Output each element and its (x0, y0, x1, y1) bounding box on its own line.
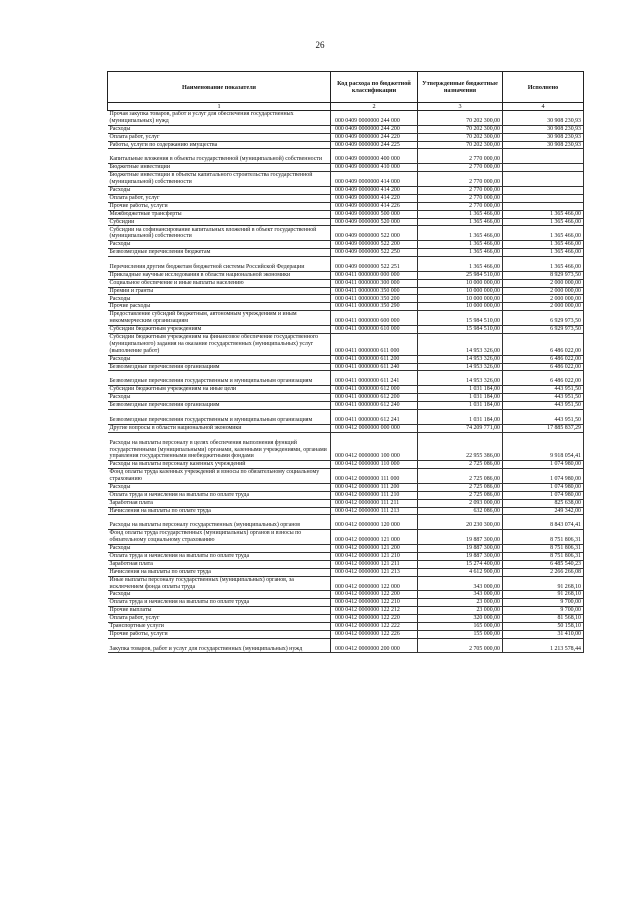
table-row (108, 469, 584, 484)
row-budget-code: 000 0411 0000000 350 200 (331, 295, 418, 303)
row-name: Расходы (108, 241, 331, 249)
row-approved-amount: 70 202 300,00 (418, 125, 503, 133)
row-budget-code: 000 0409 0000000 414 220 (331, 194, 418, 202)
row-budget-code: 000 0412 0000000 111 211 (331, 499, 418, 507)
row-approved-amount: 15 984 510,00 (418, 326, 503, 334)
row-name: Прочие расходы (108, 303, 331, 311)
table-row (108, 194, 584, 202)
table-row (108, 172, 584, 187)
table-row (108, 210, 584, 218)
table-row (108, 363, 584, 371)
column-number: 3 (418, 103, 503, 111)
header-approved: Утвержденные бюджетные назначения (418, 72, 503, 103)
row-executed-amount: 6 486 022,00 (503, 363, 584, 371)
row-approved-amount: 2 725 086,00 (418, 469, 503, 484)
table-row (108, 630, 584, 638)
row-executed-amount: 30 908 230,93 (503, 133, 584, 141)
table-row (108, 499, 584, 507)
row-budget-code: 000 0412 0000000 122 220 (331, 615, 418, 623)
row-executed-amount: 6 486 022,00 (503, 371, 584, 386)
row-name: Субсидии бюджетным учреждениям на финансовое обеспечение государственного (муниципального) задания на оказание государственных (муниципальных) услуг (выполнение работ) (108, 333, 331, 355)
column-number: 1 (108, 103, 331, 111)
table-row (108, 599, 584, 607)
row-budget-code: 000 0412 0000000 000 000 (331, 424, 418, 432)
row-executed-amount: 81 568,10 (503, 615, 584, 623)
row-executed-amount: 1 074 980,00 (503, 491, 584, 499)
row-budget-code: 000 0412 0000000 200 000 (331, 638, 418, 653)
row-name: Расходы (108, 394, 331, 402)
row-budget-code: 000 0412 0000000 120 000 (331, 515, 418, 530)
row-name: Расходы на выплаты персоналу казенных учреждений (108, 461, 331, 469)
row-approved-amount: 165 000,00 (418, 622, 503, 630)
row-budget-code: 000 0411 0000000 611 000 (331, 333, 418, 355)
row-budget-code: 000 0411 0000000 612 240 (331, 401, 418, 409)
row-approved-amount: 14 953 326,00 (418, 363, 503, 371)
row-approved-amount: 1 031 184,00 (418, 386, 503, 394)
column-number: 2 (331, 103, 418, 111)
row-approved-amount: 10 000 000,00 (418, 303, 503, 311)
row-executed-amount: 9 700,00 (503, 607, 584, 615)
table-row (108, 111, 584, 126)
row-approved-amount: 25 984 510,00 (418, 271, 503, 279)
row-budget-code: 000 0412 0000000 122 226 (331, 630, 418, 638)
row-name: Прочие работы, услуги (108, 630, 331, 638)
table-row (108, 249, 584, 257)
row-budget-code: 000 0411 0000000 611 241 (331, 371, 418, 386)
row-executed-amount: 50 158,10 (503, 622, 584, 630)
row-name: Прочие выплаты (108, 607, 331, 615)
budget-execution-table (107, 71, 584, 653)
row-name: Расходы (108, 125, 331, 133)
row-executed-amount: 8 751 806,31 (503, 530, 584, 545)
row-name: Расходы (108, 591, 331, 599)
row-name: Безвозмездные перечисления организациям (108, 363, 331, 371)
row-name: Субсидии бюджетным учреждениям на иные цели (108, 386, 331, 394)
row-budget-code: 000 0409 0000000 414 000 (331, 172, 418, 187)
row-budget-code: 000 0412 0000000 122 000 (331, 576, 418, 591)
row-executed-amount: 6 929 973,50 (503, 311, 584, 326)
row-approved-amount: 155 000,00 (418, 630, 503, 638)
row-budget-code: 000 0412 0000000 111 213 (331, 507, 418, 515)
row-approved-amount: 1 365 466,00 (418, 218, 503, 226)
row-approved-amount: 4 612 900,00 (418, 568, 503, 576)
header-executed: Исполнено (503, 72, 584, 103)
row-name: Субсидии бюджетным учреждениям (108, 326, 331, 334)
table-row (108, 133, 584, 141)
row-approved-amount: 70 202 300,00 (418, 133, 503, 141)
row-name: Оплата труда и начисления на выплаты по оплате труда (108, 599, 331, 607)
row-name: Социальное обеспечение и иные выплаты населению (108, 279, 331, 287)
row-name: Расходы (108, 355, 331, 363)
row-approved-amount: 19 887 300,00 (418, 544, 503, 552)
row-executed-amount: 2 000 000,00 (503, 295, 584, 303)
row-approved-amount: 19 887 300,00 (418, 552, 503, 560)
page-number: 26 (315, 40, 325, 50)
table-row (108, 295, 584, 303)
table-row (108, 638, 584, 653)
row-executed-amount: 30 908 230,93 (503, 111, 584, 126)
row-executed-amount: 8 843 074,41 (503, 515, 584, 530)
row-executed-amount: 1 365 466,00 (503, 241, 584, 249)
row-approved-amount: 632 086,00 (418, 507, 503, 515)
row-executed-amount: 6 929 973,50 (503, 326, 584, 334)
row-approved-amount: 19 887 300,00 (418, 530, 503, 545)
row-approved-amount: 343 000,00 (418, 591, 503, 599)
row-budget-code: 000 0411 0000000 612 000 (331, 386, 418, 394)
table-row (108, 530, 584, 545)
row-name: Расходы на выплаты персоналу в целях обеспечения выполнения функций государственными (муниципальными) органами, казенными учреждениями, органами управления государственными внебюджетными фондами (108, 432, 331, 461)
row-approved-amount: 1 365 466,00 (418, 249, 503, 257)
row-budget-code: 000 0409 0000000 410 000 (331, 164, 418, 172)
row-name: Расходы (108, 295, 331, 303)
row-approved-amount: 2 725 086,00 (418, 461, 503, 469)
row-name: Безвозмездные перечисления организациям (108, 401, 331, 409)
table-row (108, 515, 584, 530)
row-name: Заработная плата (108, 499, 331, 507)
row-executed-amount: 1 365 466,00 (503, 210, 584, 218)
table-row (108, 432, 584, 461)
header-budget-code: Код расхода по бюджетной классификации (331, 72, 418, 103)
row-budget-code: 000 0412 0000000 121 000 (331, 530, 418, 545)
row-executed-amount: 825 638,00 (503, 499, 584, 507)
row-approved-amount: 70 202 300,00 (418, 111, 503, 126)
row-executed-amount: 17 885 837,29 (503, 424, 584, 432)
row-approved-amount: 2 770 000,00 (418, 164, 503, 172)
row-approved-amount: 1 365 466,00 (418, 226, 503, 241)
row-budget-code: 000 0412 0000000 121 211 (331, 560, 418, 568)
row-approved-amount: 74 209 771,00 (418, 424, 503, 432)
row-budget-code: 000 0411 0000000 000 000 (331, 271, 418, 279)
row-approved-amount: 10 000 000,00 (418, 279, 503, 287)
row-executed-amount (503, 172, 584, 187)
row-executed-amount: 1 074 980,00 (503, 483, 584, 491)
row-approved-amount: 2 725 086,00 (418, 491, 503, 499)
row-name: Прочие работы, услуги (108, 202, 331, 210)
row-budget-code: 000 0412 0000000 111 000 (331, 469, 418, 484)
row-approved-amount: 1 031 184,00 (418, 401, 503, 409)
row-budget-code: 000 0409 0000000 522 250 (331, 249, 418, 257)
row-executed-amount: 1 074 980,00 (503, 461, 584, 469)
row-budget-code: 000 0411 0000000 600 000 (331, 311, 418, 326)
row-name: Начисления на выплаты по оплате труда (108, 568, 331, 576)
row-budget-code: 000 0409 0000000 520 000 (331, 218, 418, 226)
row-approved-amount: 2 770 000,00 (418, 172, 503, 187)
row-name: Бюджетные инвестиции (108, 164, 331, 172)
row-budget-code: 000 0409 0000000 522 200 (331, 241, 418, 249)
row-budget-code: 000 0411 0000000 610 000 (331, 326, 418, 334)
table-row (108, 461, 584, 469)
row-name: Прикладные научные исследования в области национальной экономики (108, 271, 331, 279)
table-row (108, 149, 584, 164)
row-approved-amount: 1 365 466,00 (418, 241, 503, 249)
row-executed-amount (503, 194, 584, 202)
row-executed-amount: 6 486 022,00 (503, 333, 584, 355)
table-row (108, 256, 584, 271)
table-row (108, 607, 584, 615)
row-approved-amount: 14 953 326,00 (418, 371, 503, 386)
table-row (108, 576, 584, 591)
table-row (108, 560, 584, 568)
row-executed-amount: 9 918 054,41 (503, 432, 584, 461)
row-budget-code: 000 0411 0000000 350 000 (331, 287, 418, 295)
row-approved-amount: 1 031 184,00 (418, 409, 503, 424)
row-name: Бюджетные инвестиции в объекты капитального строительства государственной (муниципальной) собственности (108, 172, 331, 187)
row-approved-amount: 14 953 326,00 (418, 355, 503, 363)
row-executed-amount: 2 266 266,08 (503, 568, 584, 576)
row-name: Безвозмездные перечисления бюджетам (108, 249, 331, 257)
table-row (108, 409, 584, 424)
row-approved-amount: 2 770 000,00 (418, 149, 503, 164)
table-row (108, 186, 584, 194)
row-executed-amount: 31 410,00 (503, 630, 584, 638)
row-approved-amount: 10 000 000,00 (418, 295, 503, 303)
row-budget-code: 000 0411 0000000 612 200 (331, 394, 418, 402)
table-row (108, 326, 584, 334)
table-header-row (108, 72, 584, 103)
table-row (108, 218, 584, 226)
row-approved-amount: 1 365 466,00 (418, 210, 503, 218)
row-executed-amount: 1 074 980,00 (503, 469, 584, 484)
table-row (108, 141, 584, 149)
row-name: Транспортные услуги (108, 622, 331, 630)
row-executed-amount: 30 908 230,93 (503, 125, 584, 133)
table-row (108, 371, 584, 386)
table-row (108, 424, 584, 432)
table-row (108, 303, 584, 311)
row-approved-amount: 23 000,00 (418, 599, 503, 607)
row-approved-amount: 2 770 000,00 (418, 186, 503, 194)
row-budget-code: 000 0409 0000000 414 226 (331, 202, 418, 210)
row-approved-amount: 14 953 326,00 (418, 333, 503, 355)
row-approved-amount: 22 955 386,00 (418, 432, 503, 461)
row-approved-amount: 1 031 184,00 (418, 394, 503, 402)
row-name: Оплата работ, услуг (108, 194, 331, 202)
row-budget-code: 000 0411 0000000 300 000 (331, 279, 418, 287)
row-executed-amount: 1 213 578,44 (503, 638, 584, 653)
row-budget-code: 000 0409 0000000 522 251 (331, 256, 418, 271)
row-budget-code: 000 0411 0000000 612 241 (331, 409, 418, 424)
row-approved-amount: 2 770 000,00 (418, 194, 503, 202)
table-row (108, 591, 584, 599)
row-executed-amount: 2 000 000,00 (503, 287, 584, 295)
header-indicator-name: Наименование показателя (108, 72, 331, 103)
row-approved-amount: 1 365 466,00 (418, 256, 503, 271)
row-name: Оплата работ, услуг (108, 133, 331, 141)
table-row (108, 544, 584, 552)
row-name: Иные выплаты персоналу государственных (муниципальных) органов, за исключением фонда оплаты труда (108, 576, 331, 591)
row-budget-code: 000 0409 0000000 522 000 (331, 226, 418, 241)
table-row (108, 279, 584, 287)
row-executed-amount (503, 149, 584, 164)
row-name: Расходы (108, 544, 331, 552)
row-executed-amount: 6 485 540,23 (503, 560, 584, 568)
row-budget-code: 000 0409 0000000 244 000 (331, 111, 418, 126)
row-budget-code: 000 0412 0000000 110 000 (331, 461, 418, 469)
row-name: Безвозмездные перечисления государственным и муниципальным организациям (108, 371, 331, 386)
row-approved-amount: 20 230 300,00 (418, 515, 503, 530)
row-executed-amount (503, 164, 584, 172)
row-budget-code: 000 0409 0000000 400 000 (331, 149, 418, 164)
row-name: Субсидии (108, 218, 331, 226)
row-executed-amount: 249 342,00 (503, 507, 584, 515)
row-name: Фонд оплаты труда государственных (муниципальных) органов и взносы по обязательному социальному страхованию (108, 530, 331, 545)
row-executed-amount: 443 951,50 (503, 401, 584, 409)
row-name: Премии и гранты (108, 287, 331, 295)
row-budget-code: 000 0412 0000000 122 200 (331, 591, 418, 599)
table-row (108, 125, 584, 133)
row-approved-amount: 2 770 000,00 (418, 202, 503, 210)
row-executed-amount: 9 700,00 (503, 599, 584, 607)
row-name: Расходы (108, 483, 331, 491)
row-executed-amount: 91 268,10 (503, 576, 584, 591)
table-row (108, 483, 584, 491)
row-executed-amount: 443 951,50 (503, 394, 584, 402)
table-row (108, 333, 584, 355)
row-name: Начисления на выплаты по оплате труда (108, 507, 331, 515)
column-number: 4 (503, 103, 584, 111)
row-name: Расходы на выплаты персоналу государственных (муниципальных) органов (108, 515, 331, 530)
row-approved-amount: 23 000,00 (418, 607, 503, 615)
table-row (108, 311, 584, 326)
row-name: Заработная плата (108, 560, 331, 568)
row-budget-code: 000 0412 0000000 121 210 (331, 552, 418, 560)
row-executed-amount (503, 186, 584, 194)
row-budget-code: 000 0409 0000000 244 225 (331, 141, 418, 149)
table-row (108, 394, 584, 402)
table-row (108, 568, 584, 576)
row-approved-amount: 70 202 300,00 (418, 141, 503, 149)
row-approved-amount: 2 725 086,00 (418, 483, 503, 491)
row-budget-code: 000 0411 0000000 350 290 (331, 303, 418, 311)
table-row (108, 615, 584, 623)
table-row (108, 491, 584, 499)
row-budget-code: 000 0412 0000000 111 210 (331, 491, 418, 499)
row-executed-amount: 30 908 230,93 (503, 141, 584, 149)
row-name: Оплата труда и начисления на выплаты по оплате труда (108, 491, 331, 499)
table-row (108, 401, 584, 409)
row-budget-code: 000 0412 0000000 121 213 (331, 568, 418, 576)
table-row (108, 287, 584, 295)
row-approved-amount: 2 705 000,00 (418, 638, 503, 653)
row-budget-code: 000 0409 0000000 414 200 (331, 186, 418, 194)
table-row (108, 226, 584, 241)
row-approved-amount: 320 000,00 (418, 615, 503, 623)
row-executed-amount: 8 751 806,31 (503, 544, 584, 552)
row-executed-amount: 443 951,50 (503, 386, 584, 394)
table-row (108, 241, 584, 249)
row-name: Капитальные вложения в объекты государственной (муниципальной) собственности (108, 149, 331, 164)
row-approved-amount: 2 093 000,00 (418, 499, 503, 507)
table-row (108, 355, 584, 363)
table-row (108, 552, 584, 560)
table-row (108, 507, 584, 515)
row-name: Прочая закупка товаров, работ и услуг для обеспечения государственных (муниципальных) нужд (108, 111, 331, 126)
row-name: Межбюджетные трансферты (108, 210, 331, 218)
row-executed-amount: 2 000 000,00 (503, 279, 584, 287)
row-approved-amount: 15 984 510,00 (418, 311, 503, 326)
table-row (108, 622, 584, 630)
table-body (108, 111, 584, 653)
row-name: Работы, услуги по содержанию имущества (108, 141, 331, 149)
row-executed-amount: 8 929 973,50 (503, 271, 584, 279)
row-executed-amount: 1 365 466,00 (503, 226, 584, 241)
row-budget-code: 000 0409 0000000 244 220 (331, 133, 418, 141)
table-row (108, 386, 584, 394)
table-row (108, 164, 584, 172)
row-budget-code: 000 0412 0000000 122 210 (331, 599, 418, 607)
row-executed-amount: 6 486 022,00 (503, 355, 584, 363)
row-budget-code: 000 0412 0000000 111 200 (331, 483, 418, 491)
row-name: Другие вопросы в области национальной экономики (108, 424, 331, 432)
table-row (108, 202, 584, 210)
row-budget-code: 000 0412 0000000 122 222 (331, 622, 418, 630)
row-name: Предоставление субсидий бюджетным, автономным учреждениям и иным некоммерческим организациям (108, 311, 331, 326)
row-budget-code: 000 0411 0000000 611 200 (331, 355, 418, 363)
row-name: Фонд оплаты труда казенных учреждений и взносы по обязательному социальному страхованию (108, 469, 331, 484)
row-name: Расходы (108, 186, 331, 194)
row-approved-amount: 343 000,00 (418, 576, 503, 591)
column-number-row (108, 103, 584, 111)
table-row (108, 271, 584, 279)
row-executed-amount: 1 365 466,00 (503, 218, 584, 226)
row-approved-amount: 15 274 400,00 (418, 560, 503, 568)
row-executed-amount (503, 202, 584, 210)
row-executed-amount: 91 268,10 (503, 591, 584, 599)
row-budget-code: 000 0412 0000000 100 000 (331, 432, 418, 461)
row-name: Перечисления другим бюджетам бюджетной системы Российской Федерации (108, 256, 331, 271)
row-executed-amount: 1 365 466,00 (503, 256, 584, 271)
row-name: Оплата работ, услуг (108, 615, 331, 623)
row-budget-code: 000 0411 0000000 611 240 (331, 363, 418, 371)
row-name: Закупка товаров, работ и услуг для государственных (муниципальных) нужд (108, 638, 331, 653)
row-approved-amount: 10 000 000,00 (418, 287, 503, 295)
row-budget-code: 000 0409 0000000 500 000 (331, 210, 418, 218)
row-executed-amount: 2 000 000,00 (503, 303, 584, 311)
row-executed-amount: 8 751 806,31 (503, 552, 584, 560)
row-budget-code: 000 0412 0000000 121 200 (331, 544, 418, 552)
row-executed-amount: 443 951,50 (503, 409, 584, 424)
row-name: Оплата труда и начисления на выплаты по оплате труда (108, 552, 331, 560)
row-budget-code: 000 0409 0000000 244 200 (331, 125, 418, 133)
row-name: Субсидии на софинансирование капитальных вложений в объект государственной (муниципальной) собственности (108, 226, 331, 241)
row-name: Безвозмездные перечисления государственным и муниципальным организациям (108, 409, 331, 424)
row-executed-amount: 1 365 466,00 (503, 249, 584, 257)
row-budget-code: 000 0412 0000000 122 212 (331, 607, 418, 615)
